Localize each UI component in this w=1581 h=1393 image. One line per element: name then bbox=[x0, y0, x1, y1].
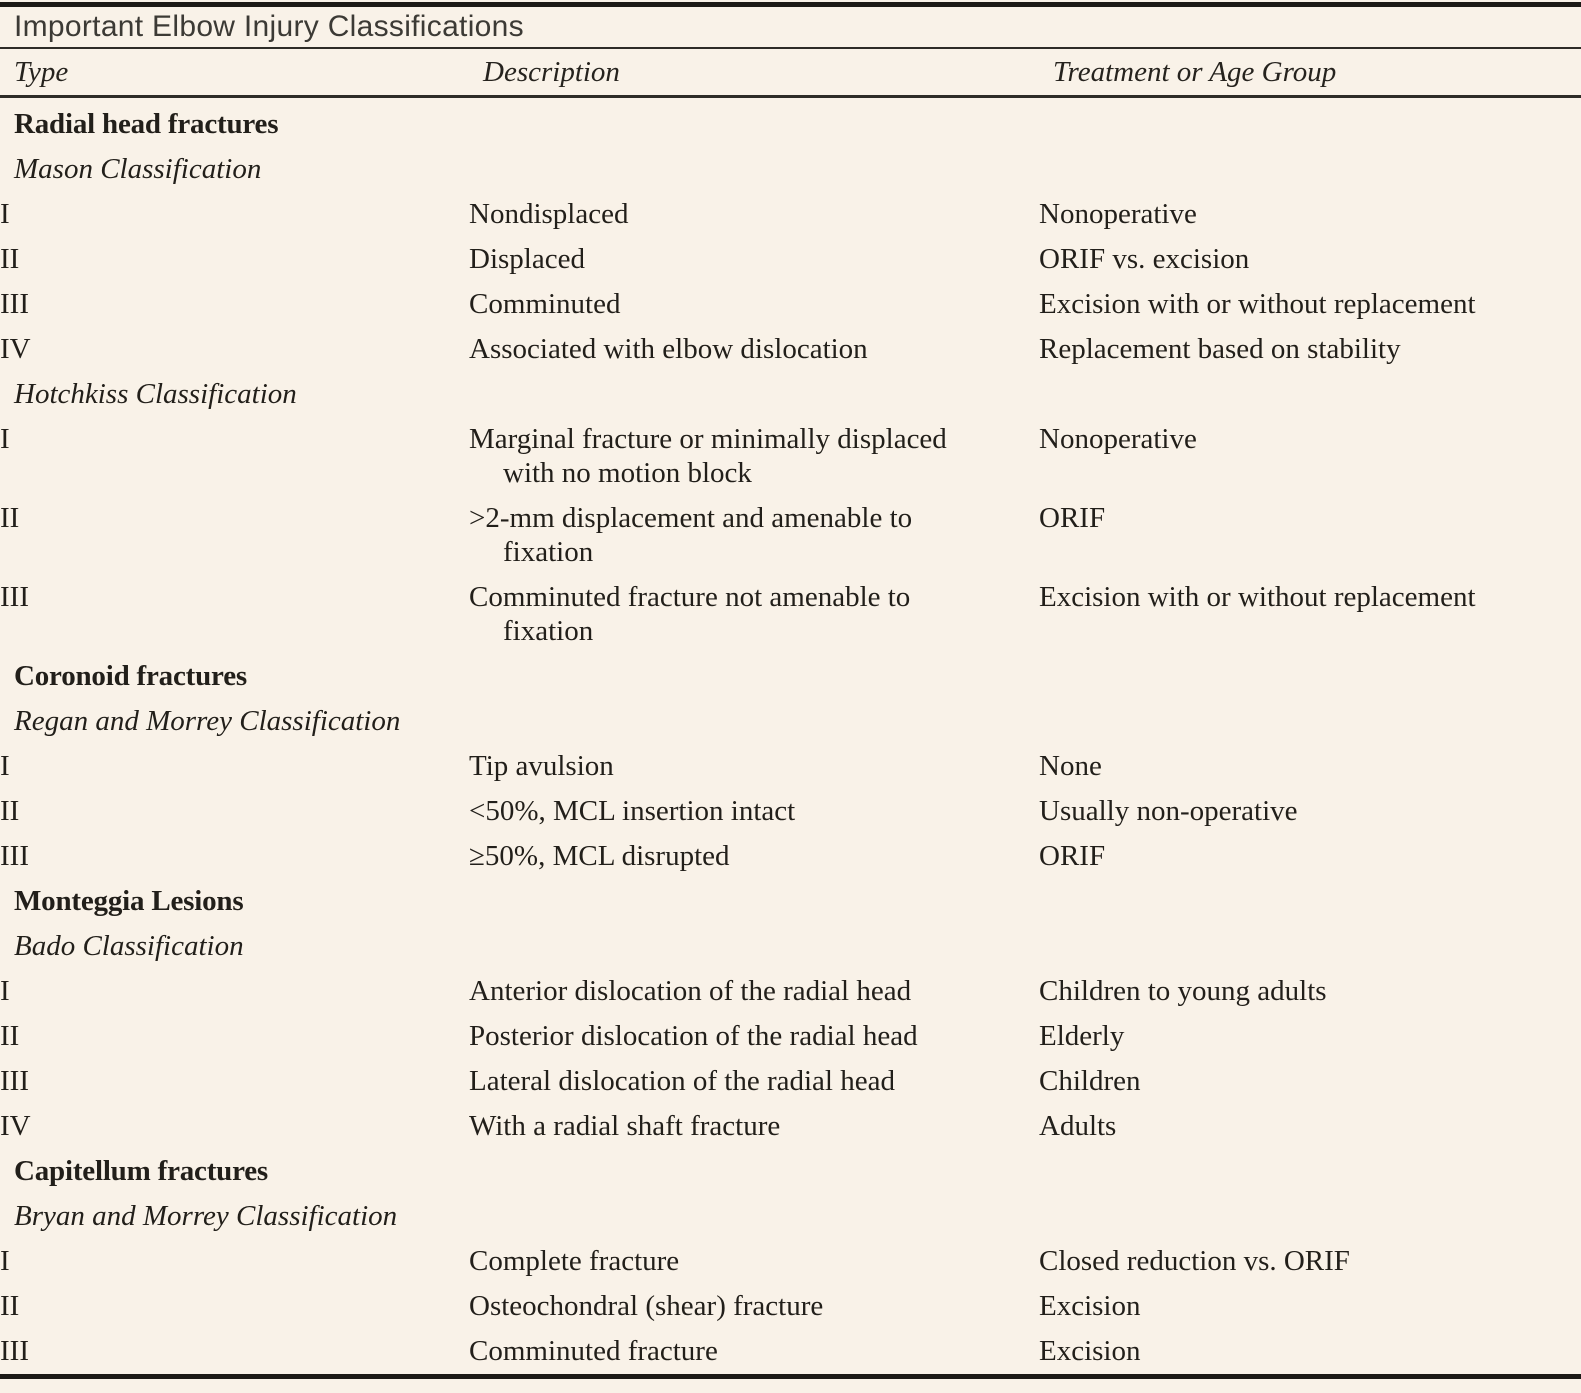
table-row bbox=[0, 192, 1581, 237]
row-treatment: ORIF bbox=[1039, 502, 1106, 534]
row-type: II bbox=[0, 1290, 20, 1322]
row-type: I bbox=[0, 975, 10, 1007]
row-description: With a radial shaft fracture bbox=[469, 1110, 781, 1142]
table-row bbox=[0, 417, 1581, 496]
table-row bbox=[0, 1284, 1581, 1329]
table-row bbox=[0, 1329, 1581, 1374]
table-row bbox=[0, 1059, 1581, 1104]
table-body bbox=[0, 98, 1581, 1374]
table-row bbox=[0, 744, 1581, 789]
section-header-row bbox=[0, 654, 1581, 699]
subsection-label: Regan and Morrey Classification bbox=[14, 705, 401, 737]
row-treatment: Excision bbox=[1039, 1290, 1141, 1322]
subsection-header-row bbox=[0, 699, 1581, 744]
row-treatment: Excision with or without replacement bbox=[1039, 288, 1476, 320]
row-treatment: Adults bbox=[1039, 1110, 1117, 1142]
row-treatment: Nonoperative bbox=[1039, 198, 1197, 230]
table-row bbox=[0, 327, 1581, 372]
row-description: Nondisplaced bbox=[469, 198, 629, 230]
row-treatment: Excision bbox=[1039, 1335, 1141, 1367]
column-header-type: Type bbox=[14, 55, 69, 88]
row-type: I bbox=[0, 198, 10, 230]
row-description: Comminuted fracture bbox=[469, 1335, 718, 1367]
table-row bbox=[0, 1239, 1581, 1284]
table-row bbox=[0, 496, 1581, 575]
row-description: Lateral dislocation of the radial head bbox=[469, 1065, 895, 1097]
subsection-label: Bado Classification bbox=[14, 930, 244, 962]
row-description: >2-mm displacement and amenable to fixation bbox=[469, 502, 913, 568]
row-type: II bbox=[0, 795, 20, 827]
row-type: III bbox=[0, 1335, 29, 1367]
table-row bbox=[0, 282, 1581, 327]
row-type: I bbox=[0, 750, 10, 782]
row-type: III bbox=[0, 1065, 29, 1097]
table-title: Important Elbow Injury Classifications bbox=[14, 10, 524, 43]
row-description: Comminuted bbox=[469, 288, 621, 320]
row-description: Osteochondral (shear) fracture bbox=[469, 1290, 824, 1322]
row-treatment: None bbox=[1039, 750, 1102, 782]
row-type: III bbox=[0, 581, 29, 613]
row-description: Displaced bbox=[469, 243, 585, 275]
row-type: II bbox=[0, 1020, 20, 1052]
row-type: II bbox=[0, 502, 20, 534]
row-treatment: Excision with or without replacement bbox=[1039, 581, 1476, 613]
section-label: Radial head fractures bbox=[14, 108, 279, 140]
section-header-row bbox=[0, 879, 1581, 924]
subsection-header-row bbox=[0, 924, 1581, 969]
row-description: Complete fracture bbox=[469, 1245, 680, 1277]
section-label: Monteggia Lesions bbox=[14, 885, 244, 917]
subsection-label: Bryan and Morrey Classification bbox=[14, 1200, 398, 1232]
row-type: I bbox=[0, 423, 10, 455]
subsection-label: Hotchkiss Classification bbox=[14, 378, 297, 410]
table-row bbox=[0, 834, 1581, 879]
row-description: Associated with elbow dislocation bbox=[469, 333, 868, 365]
row-description: Posterior dislocation of the radial head bbox=[469, 1020, 918, 1052]
row-type: IV bbox=[0, 1110, 31, 1142]
row-treatment: Usually non-operative bbox=[1039, 795, 1298, 827]
row-description: Comminuted fracture not amenable to fixation bbox=[469, 581, 911, 647]
column-header-treatment: Treatment or Age Group bbox=[1053, 55, 1337, 88]
row-type: II bbox=[0, 243, 20, 275]
table-title-row bbox=[0, 7, 1581, 47]
subsection-header-row bbox=[0, 1194, 1581, 1239]
subsection-header-row bbox=[0, 372, 1581, 417]
row-treatment: Children to young adults bbox=[1039, 975, 1327, 1007]
row-description: Tip avulsion bbox=[469, 750, 614, 782]
subsection-label: Mason Classification bbox=[14, 153, 262, 185]
row-treatment: Children bbox=[1039, 1065, 1141, 1097]
subsection-header-row bbox=[0, 147, 1581, 192]
row-description: <50%, MCL insertion intact bbox=[469, 795, 796, 827]
table-row bbox=[0, 237, 1581, 282]
row-type: IV bbox=[0, 333, 31, 365]
row-treatment: Replacement based on stability bbox=[1039, 333, 1401, 365]
section-label: Coronoid fractures bbox=[14, 660, 247, 692]
table-row bbox=[0, 789, 1581, 834]
row-type: I bbox=[0, 1245, 10, 1277]
table-row bbox=[0, 1014, 1581, 1059]
row-description: ≥50%, MCL disrupted bbox=[469, 840, 730, 872]
row-description: Marginal fracture or minimally displaced with no motion block bbox=[469, 423, 947, 489]
table-row bbox=[0, 1104, 1581, 1149]
row-treatment: Nonoperative bbox=[1039, 423, 1197, 455]
row-description: Anterior dislocation of the radial head bbox=[469, 975, 912, 1007]
table-header-row bbox=[0, 49, 1581, 95]
table-bottom-border bbox=[0, 1374, 1581, 1379]
row-type: III bbox=[0, 288, 29, 320]
column-header-description: Description bbox=[483, 55, 620, 88]
row-treatment: ORIF vs. excision bbox=[1039, 243, 1250, 275]
section-header-row bbox=[0, 1149, 1581, 1194]
row-treatment: Closed reduction vs. ORIF bbox=[1039, 1245, 1350, 1277]
row-treatment: Elderly bbox=[1039, 1020, 1125, 1052]
table-row bbox=[0, 969, 1581, 1014]
table-row bbox=[0, 575, 1581, 654]
row-treatment: ORIF bbox=[1039, 840, 1106, 872]
section-label: Capitellum fractures bbox=[14, 1155, 268, 1187]
section-header-row bbox=[0, 102, 1581, 147]
row-type: III bbox=[0, 840, 29, 872]
